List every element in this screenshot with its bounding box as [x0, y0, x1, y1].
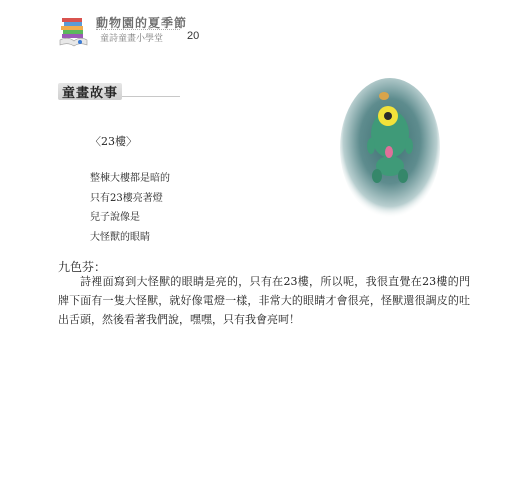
poem-line: 大怪獸的眼睛: [90, 231, 150, 243]
commentary-text: 詩裡面寫到大怪獸的眼睛是亮的，只有在23樓，所以呢，我很直覺在23樓的門牌下面有一隻大怪獸，就好像電燈一樣，非常大的眼睛才會很亮，怪獸還很調皮的吐出舌頭，然後看著我們說，嘿嘿，只有我會亮呵！: [58, 275, 470, 326]
poem-title: 〈23樓〉: [90, 135, 137, 148]
section-tag-underline: [122, 96, 180, 97]
commentary-author: 九色芬：: [58, 260, 107, 274]
series-subtitle: 童詩童畫小學堂: [100, 34, 164, 44]
page-header: [0, 0, 520, 60]
poem-line: 兒子說像是: [90, 212, 140, 223]
monster-drawing-icon: [336, 76, 444, 222]
books-logo-icon: [58, 14, 88, 48]
section-label: 童畫故事: [62, 86, 119, 101]
series-title: 動物園的夏季節: [96, 16, 188, 30]
page-number: 20: [187, 30, 200, 42]
header-divider: [96, 29, 180, 30]
poem-body: [90, 169, 170, 247]
section-tag: [58, 80, 178, 102]
poem-line: 整棟大樓都是暗的: [90, 173, 170, 184]
poem-line: 只有23樓亮著燈: [90, 192, 163, 204]
